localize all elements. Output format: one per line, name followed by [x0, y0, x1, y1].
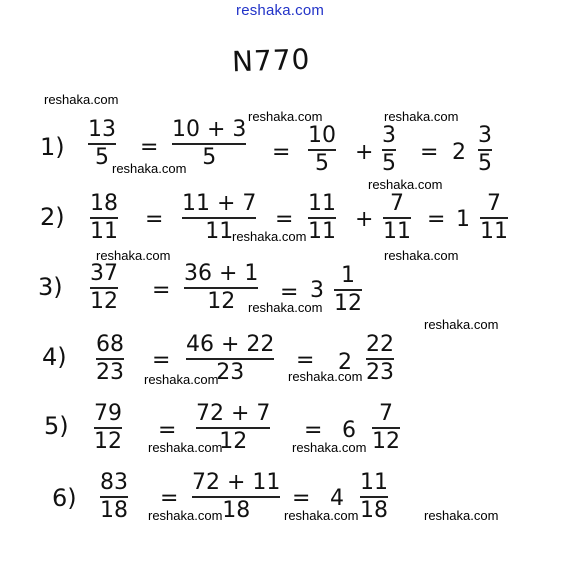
fraction: 83 18: [100, 470, 128, 523]
equals-sign: =: [427, 207, 446, 232]
equals-sign: =: [160, 486, 179, 511]
equals-sign: =: [158, 418, 177, 443]
watermark: reshaka.com: [368, 177, 443, 192]
fraction: 18 11: [90, 191, 118, 244]
fraction: 10 + 3 5: [172, 117, 247, 170]
watermark: reshaka.com: [248, 300, 323, 315]
whole-part: 2: [338, 350, 352, 375]
watermark: reshaka.com: [148, 508, 223, 523]
watermark: reshaka.com: [144, 372, 219, 387]
fraction: 72 + 11 18: [192, 470, 281, 523]
fraction: 11 11: [308, 191, 336, 244]
fraction: 11 + 7 11: [182, 191, 257, 244]
equals-sign: =: [152, 278, 171, 303]
watermark: reshaka.com: [44, 92, 119, 107]
watermark: reshaka.com: [284, 508, 359, 523]
exercise-number: N770: [231, 42, 311, 79]
equals-sign: =: [420, 140, 439, 165]
fraction: 1 12: [334, 263, 362, 316]
watermark: reshaka.com: [232, 229, 307, 244]
equals-sign: =: [145, 207, 164, 232]
problem-label: 3): [38, 273, 63, 301]
fraction: 36 + 1 12: [184, 261, 259, 314]
equals-sign: =: [140, 135, 159, 160]
equals-sign: =: [304, 418, 323, 443]
watermark: reshaka.com: [248, 109, 323, 124]
fraction: 37 12: [90, 261, 118, 314]
fraction: 10 5: [308, 123, 336, 176]
site-url[interactable]: reshaka.com: [236, 2, 325, 19]
fraction: 11 18: [360, 470, 388, 523]
fraction: 13 5: [88, 117, 116, 170]
fraction: 7 12: [372, 401, 400, 454]
problem-label: 2): [40, 203, 65, 231]
whole-part: 3: [310, 278, 324, 303]
fraction: 46 + 22 23: [186, 332, 275, 385]
problem-label: 4): [42, 343, 67, 371]
equals-sign: =: [280, 280, 299, 305]
fraction: 22 23: [366, 332, 394, 385]
equals-sign: =: [272, 140, 291, 165]
equals-sign: =: [152, 348, 171, 373]
plus-sign: +: [355, 207, 374, 232]
equals-sign: =: [296, 348, 315, 373]
watermark: reshaka.com: [424, 317, 499, 332]
equals-sign: =: [275, 207, 294, 232]
watermark: reshaka.com: [112, 161, 187, 176]
watermark: reshaka.com: [292, 440, 367, 455]
watermark: reshaka.com: [384, 248, 459, 263]
fraction: 3 5: [478, 123, 492, 176]
whole-part: 1: [456, 207, 470, 232]
fraction: 68 23: [96, 332, 124, 385]
equals-sign: =: [292, 486, 311, 511]
watermark: reshaka.com: [384, 109, 459, 124]
whole-part: 4: [330, 486, 344, 511]
fraction: 7 11: [480, 191, 508, 244]
fraction: 7 11: [383, 191, 411, 244]
problem-label: 6): [52, 484, 77, 512]
fraction: 3 5: [382, 123, 396, 176]
watermark: reshaka.com: [148, 440, 223, 455]
watermark: reshaka.com: [424, 508, 499, 523]
problem-label: 1): [40, 133, 65, 161]
watermark: reshaka.com: [96, 248, 171, 263]
whole-part: 2: [452, 140, 466, 165]
problem-label: 5): [44, 412, 69, 440]
whole-part: 6: [342, 418, 356, 443]
fraction: 72 + 7 12: [196, 401, 271, 454]
fraction: 79 12: [94, 401, 122, 454]
plus-sign: +: [355, 140, 374, 165]
watermark: reshaka.com: [288, 369, 363, 384]
